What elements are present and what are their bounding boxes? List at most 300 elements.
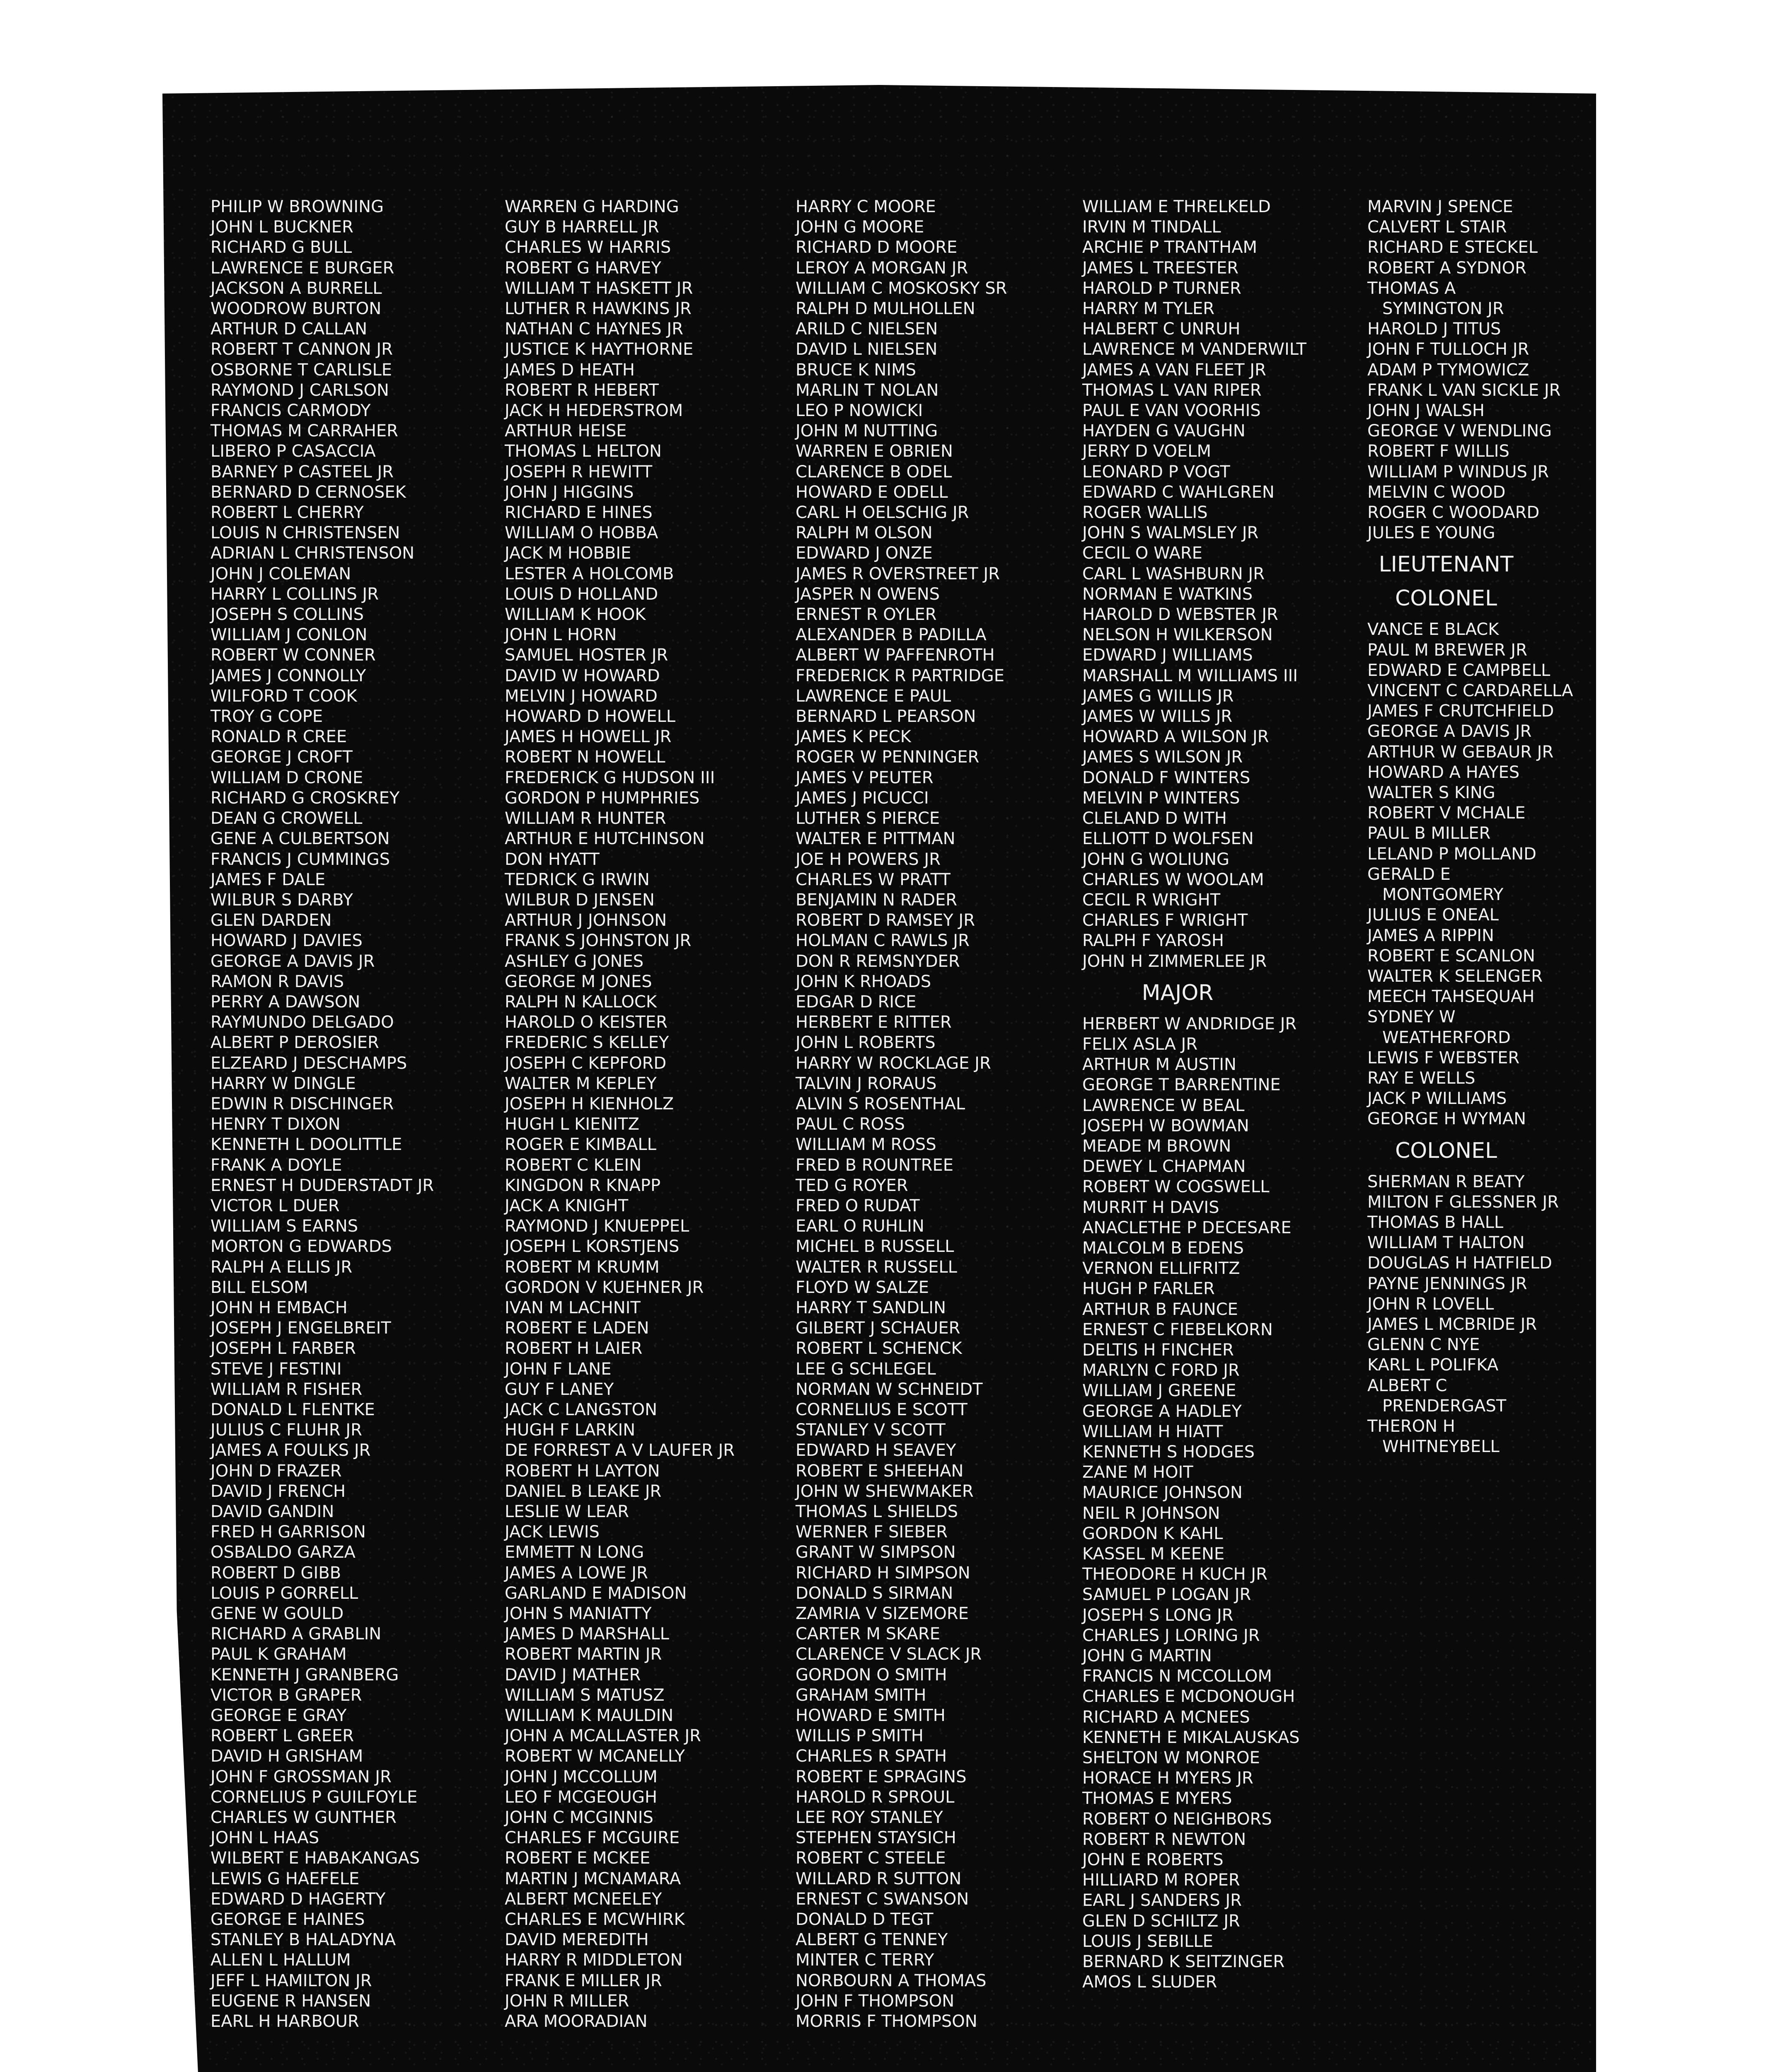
name-entry: ROBERT C KLEIN [505, 1155, 642, 1175]
name-entry: GEORGE E GRAY [210, 1706, 347, 1726]
name-entry: PAUL E VAN VOORHIS [1082, 401, 1261, 421]
name-entry: GEORGE H WYMAN [1367, 1109, 1526, 1129]
name-entry: CARL H OELSCHIG JR [796, 503, 969, 523]
name-entry: ROBERT L CHERRY [210, 503, 364, 523]
name-entry: LIBERO P CASACCIA [210, 442, 376, 461]
name-entry: WILLIAM C MOSKOSKY SR [796, 278, 1007, 298]
name-entry: TED G ROYER [796, 1176, 908, 1195]
name-entry: EDWARD D HAGERTY [210, 1889, 386, 1909]
name-entry: MURRIT H DAVIS [1082, 1198, 1219, 1217]
name-entry: GEORGE A DAVIS JR [210, 951, 375, 971]
name-entry: WALTER S KING [1367, 783, 1495, 803]
name-entry: LOUIS P GORRELL [210, 1583, 358, 1603]
name-entry: FRANCIS J CUMMINGS [210, 850, 390, 869]
rank-heading: LIEUTENANT [1379, 552, 1514, 577]
name-entry: WILLIAM R HUNTER [505, 809, 666, 828]
name-entry: PERRY A DAWSON [210, 992, 360, 1012]
name-entry: GORDON O SMITH [796, 1665, 947, 1685]
name-entry: STEPHEN STAYSICH [796, 1828, 956, 1848]
name-entry: WERNER F SIEBER [796, 1523, 948, 1542]
name-entry: JAMES J CONNOLLY [210, 666, 366, 685]
name-entry: BARNEY P CASTEEL JR [210, 462, 394, 482]
name-entry: ALBERT G TENNEY [796, 1930, 948, 1950]
name-entry: ELLIOTT D WOLFSEN [1082, 829, 1254, 849]
name-entry: THOMAS E MYERS [1082, 1789, 1232, 1808]
name-entry: MELVIN P WINTERS [1082, 788, 1240, 808]
name-entry: ROBERT W MCANELLY [505, 1747, 685, 1766]
name-entry: GEORGE V WENDLING [1367, 421, 1552, 441]
name-entry: JOHN M NUTTING [796, 421, 938, 441]
name-entry: PAUL M BREWER JR [1367, 640, 1527, 660]
names-column-5 [1367, 197, 1666, 1457]
name-entry: OSBORNE T CARLISLE [210, 360, 392, 380]
name-entry: CHARLES R SPATH [796, 1747, 947, 1766]
name-entry: CHARLES F WRIGHT [1082, 911, 1248, 930]
name-entry: LAWRENCE W BEAL [1082, 1096, 1245, 1115]
name-entry: HARRY R MIDDLETON [505, 1951, 683, 1970]
name-entry: DONALD D TEGT [796, 1910, 934, 1929]
name-entry: HAROLD D WEBSTER JR [1082, 605, 1278, 625]
name-entry: ROBERT E SHEEHAN [796, 1461, 964, 1481]
name-entry: JOHN J WALSH [1367, 401, 1485, 421]
name-entry: BRUCE K NIMS [796, 360, 916, 380]
name-entry: ARTHUR W GEBAUR JR [1367, 742, 1554, 762]
name-entry: CECIL O WARE [1082, 544, 1202, 563]
name-entry: CORNELIUS P GUILFOYLE [210, 1787, 418, 1807]
name-entry: JOHN H ZIMMERLEE JR [1082, 951, 1267, 971]
name-entry: GRANT W SIMPSON [796, 1543, 956, 1562]
name-entry: TROY G COPE [210, 707, 323, 726]
name-entry: MARTIN J MCNAMARA [505, 1869, 681, 1888]
name-entry: JAMES W WILLS JR [1082, 707, 1233, 726]
names-column-2 [505, 197, 803, 2032]
name-entry: THOMAS A [1367, 278, 1456, 298]
name-entry: STANLEY V SCOTT [796, 1421, 946, 1440]
name-entry: JOHN L ROBERTS [796, 1033, 936, 1053]
name-entry: ROBERT MARTIN JR [505, 1645, 662, 1664]
name-entry: LAWRENCE E PAUL [796, 686, 951, 706]
name-entry: PAUL K GRAHAM [210, 1645, 347, 1664]
name-entry: DAVID MEREDITH [505, 1930, 649, 1950]
name-entry: JOHN H EMBACH [210, 1298, 348, 1317]
name-entry: RALPH F YAROSH [1082, 931, 1224, 951]
name-entry: LEE G SCHLEGEL [796, 1359, 936, 1379]
name-entry: LOUIS D HOLLAND [505, 584, 658, 604]
name-entry: FRANK L VAN SICKLE JR [1367, 380, 1561, 400]
name-entry: WILLIAM K HOOK [505, 605, 646, 625]
name-entry: LESLIE W LEAR [505, 1502, 629, 1521]
name-entry: JOSEPH S COLLINS [210, 605, 364, 625]
name-entry: JOHN J MCCOLLUM [505, 1767, 658, 1786]
name-entry: PAUL B MILLER [1367, 824, 1491, 843]
name-entry: JOHN J HIGGINS [505, 482, 634, 502]
name-entry: JOHN F TULLOCH JR [1367, 340, 1529, 359]
name-entry: KASSEL M KEENE [1082, 1544, 1225, 1564]
name-entry: CHARLES E MCDONOUGH [1082, 1687, 1295, 1706]
name-entry: FRANK S JOHNSTON JR [505, 931, 692, 951]
name-entry: HARRY L COLLINS JR [210, 584, 379, 604]
name-entry: GORDON V KUEHNER JR [505, 1278, 704, 1297]
name-entry: HUGH P FARLER [1082, 1279, 1215, 1299]
name-entry: NELSON H WILKERSON [1082, 625, 1273, 645]
name-entry: ERNEST C SWANSON [796, 1889, 969, 1909]
name-entry: JACK P WILLIAMS [1367, 1089, 1507, 1109]
name-entry: ROBERT W CONNER [210, 646, 376, 665]
name-entry: HARRY W ROCKLAGE JR [796, 1053, 991, 1073]
name-entry: CHARLES E MCWHIRK [505, 1910, 685, 1929]
name-entry-continuation: MONTGOMERY [1382, 885, 1504, 905]
name-entry: WILBUR S DARBY [210, 890, 353, 910]
name-entry: MARVIN J SPENCE [1367, 197, 1513, 216]
name-entry: HALBERT C UNRUH [1082, 320, 1241, 339]
name-entry: ARTHUR B FAUNCE [1082, 1300, 1238, 1319]
name-entry: RALPH N KALLOCK [505, 992, 657, 1012]
name-entry: WILLIAM M ROSS [796, 1135, 936, 1155]
name-entry: JACK LEWIS [505, 1523, 600, 1542]
name-entry: ARCHIE P TRANTHAM [1082, 238, 1258, 257]
name-entry: WOODROW BURTON [210, 299, 382, 319]
name-entry: JASPER N OWENS [796, 584, 940, 604]
name-entry: JACKSON A BURRELL [210, 278, 382, 298]
name-entry: HAROLD P TURNER [1082, 278, 1241, 298]
rank-heading: MAJOR [1142, 980, 1214, 1005]
name-entry: ROGER C WOODARD [1367, 503, 1540, 523]
name-entry: ROBERT T CANNON JR [210, 340, 393, 359]
name-entry: HARRY W DINGLE [210, 1074, 356, 1093]
name-entry: GLEN D SCHILTZ JR [1082, 1911, 1240, 1931]
name-entry: JAMES J PICUCCI [796, 788, 929, 808]
name-entry: NORMAN W SCHNEIDT [796, 1380, 983, 1399]
name-entry: KENNETH J GRANBERG [210, 1665, 399, 1685]
name-entry: DAVID J MATHER [505, 1665, 641, 1685]
name-entry: DONALD F WINTERS [1082, 768, 1251, 787]
name-entry: ALBERT P DEROSIER [210, 1033, 379, 1053]
name-entry: HOWARD A HAYES [1367, 762, 1520, 782]
name-entry: JOHN C MCGINNIS [505, 1808, 653, 1828]
name-entry: LAWRENCE M VANDERWILT [1082, 340, 1306, 359]
name-entry: WILBUR D JENSEN [505, 890, 655, 910]
name-entry: LOUIS N CHRISTENSEN [210, 523, 400, 543]
name-entry: RICHARD A GRABLIN [210, 1624, 382, 1644]
name-entry: KENNETH S HODGES [1082, 1442, 1255, 1462]
name-entry: LEO P NOWICKI [796, 401, 923, 421]
name-entry: JOHN L HORN [505, 625, 617, 645]
name-entry: FELIX ASLA JR [1082, 1034, 1198, 1054]
name-entry: ROGER W PENNINGER [796, 748, 980, 767]
name-entry: JAMES V PEUTER [796, 768, 934, 787]
name-entry: WILBERT E HABAKANGAS [210, 1849, 420, 1868]
name-entry: FRANK A DOYLE [210, 1155, 342, 1175]
name-entry: EUGENE R HANSEN [210, 1991, 371, 2011]
name-entry: JOHN G MOORE [796, 218, 924, 237]
name-entry: FLOYD W SALZE [796, 1278, 929, 1297]
name-entry: JOE H POWERS JR [796, 850, 941, 869]
name-entry: WILLIAM J GREENE [1082, 1381, 1236, 1401]
name-entry: WILLIAM P WINDUS JR [1367, 462, 1549, 482]
name-entry: JOHN F GROSSMAN JR [210, 1767, 392, 1786]
name-entry: EDWARD H SEAVEY [796, 1441, 956, 1460]
rank-heading: COLONEL [1395, 1138, 1497, 1163]
name-entry: JOHN G WOLIUNG [1082, 850, 1230, 869]
name-entry: ERNEST C FIEBELKORN [1082, 1320, 1273, 1339]
name-entry: EDWARD C WAHLGREN [1082, 482, 1275, 502]
name-entry: ALBERT W PAFFENROTH [796, 646, 995, 665]
name-entry: ROBERT D GIBB [210, 1563, 341, 1583]
name-entry: WILLIAM T HASKETT JR [505, 278, 693, 298]
name-entry: THOMAS L SHIELDS [796, 1502, 958, 1521]
name-entry: HORACE H MYERS JR [1082, 1769, 1253, 1788]
name-entry: EDWARD J ONZE [796, 544, 933, 563]
name-entry: JACK M HOBBIE [505, 544, 631, 563]
name-entry: HERBERT W ANDRIDGE JR [1082, 1014, 1297, 1034]
name-entry: JACK A KNIGHT [505, 1196, 629, 1215]
name-entry: JAMES F DALE [210, 870, 326, 889]
name-entry: THOMAS L VAN RIPER [1082, 380, 1262, 400]
name-entry: GEORGE J CROFT [210, 748, 353, 767]
name-entry: CLELAND D WITH [1082, 809, 1227, 828]
name-entry: LEE ROY STANLEY [796, 1808, 943, 1828]
name-entry: CARTER M SKARE [796, 1624, 940, 1644]
name-entry: GUY F LANEY [505, 1380, 614, 1399]
name-entry: MICHEL B RUSSELL [796, 1237, 954, 1256]
name-entry: LEONARD P VOGT [1082, 462, 1230, 482]
name-entry: HOWARD A WILSON JR [1082, 727, 1269, 747]
names-column-1 [210, 197, 509, 2032]
name-entry: ALLEN L HALLUM [210, 1951, 351, 1970]
name-entry: LEO F MCGEOUGH [505, 1787, 658, 1807]
name-entry: HENRY T DIXON [210, 1115, 341, 1134]
name-entry: CHARLES F MCGUIRE [505, 1828, 680, 1848]
name-entry: JACK H HEDERSTROM [505, 401, 683, 421]
name-entry: JOHN E ROBERTS [1082, 1850, 1224, 1870]
name-entry: RICHARD A MCNEES [1082, 1707, 1250, 1727]
name-entry: AMOS L SLUDER [1082, 1973, 1217, 1992]
name-entry: CHARLES W HARRIS [505, 238, 671, 257]
name-entry: RONALD R CREE [210, 727, 347, 747]
name-entry: BERNARD D CERNOSEK [210, 482, 406, 502]
name-entry: FRANCIS CARMODY [210, 401, 371, 421]
name-entry: MALCOLM B EDENS [1082, 1238, 1244, 1258]
name-entry: IVAN M LACHNIT [505, 1298, 641, 1317]
name-entry: VANCE E BLACK [1367, 620, 1499, 639]
name-entry: JAMES K PECK [796, 727, 911, 747]
name-entry: WILLIAM D CRONE [210, 768, 363, 787]
name-entry: ROBERT E SCANLON [1367, 946, 1535, 966]
name-entry: HILLIARD M ROPER [1082, 1871, 1240, 1890]
name-entry: JACK C LANGSTON [505, 1400, 657, 1419]
name-entry: GLENN C NYE [1367, 1335, 1480, 1355]
name-entry: ERNEST H DUDERSTADT JR [210, 1176, 434, 1195]
name-entry: ARTHUR J JOHNSON [505, 911, 667, 930]
name-entry: ROGER WALLIS [1082, 503, 1208, 523]
name-entry: JUSTICE K HAYTHORNE [505, 340, 694, 359]
name-entry: JAMES L MCBRIDE JR [1367, 1314, 1537, 1334]
name-entry: ROBERT H LAIER [505, 1339, 643, 1358]
name-entry: HOWARD E ODELL [796, 482, 948, 502]
name-entry: SYDNEY W [1367, 1007, 1456, 1027]
name-entry: WALTER M KEPLEY [505, 1074, 657, 1093]
name-entry: ROBERT F WILLIS [1367, 442, 1509, 461]
name-entry: GENE A CULBERTSON [210, 829, 390, 849]
name-entry: OSBALDO GARZA [210, 1543, 356, 1562]
name-entry: STANLEY B HALADYNA [210, 1930, 396, 1950]
name-entry: ERNEST R OYLER [796, 605, 937, 625]
name-entry: KINGDON R KNAPP [505, 1176, 661, 1195]
name-entry: BERNARD K SEITZINGER [1082, 1952, 1285, 1972]
name-entry: MILTON F GLESSNER JR [1367, 1192, 1559, 1212]
name-entry: MELVIN J HOWARD [505, 686, 658, 706]
name-entry: CARL L WASHBURN JR [1082, 564, 1265, 583]
name-entry: RAYMOND J KNUEPPEL [505, 1217, 689, 1236]
name-entry: MEADE M BROWN [1082, 1136, 1231, 1156]
name-entry: JOHN S MANIATTY [505, 1604, 652, 1624]
name-entry: LEROY A MORGAN JR [796, 258, 968, 278]
name-entry: WALTER E PITTMAN [796, 829, 955, 849]
name-entry: FRANCIS N MCCOLLOM [1082, 1667, 1272, 1686]
name-entry: BENJAMIN N RADER [796, 890, 958, 910]
name-entry: HUGH L KIENITZ [505, 1115, 639, 1134]
name-entry: LEWIS F WEBSTER [1367, 1048, 1520, 1067]
name-entry: GERALD E [1367, 864, 1451, 884]
name-entry: JOHN F LANE [505, 1359, 612, 1379]
name-entry: CLARENCE B ODEL [796, 462, 952, 482]
name-entry: RICHARD E HINES [505, 503, 653, 523]
name-entry: HARRY T SANDLIN [796, 1298, 946, 1317]
name-entry: EDGAR D RICE [796, 992, 917, 1012]
name-entry: CHARLES W GUNTHER [210, 1808, 397, 1828]
name-entry: DAVID J FRENCH [210, 1481, 346, 1501]
name-entry: ANACLETHE P DECESARE [1082, 1218, 1292, 1237]
name-entry: LUTHER S PIERCE [796, 809, 940, 828]
name-entry: THOMAS B HALL [1367, 1213, 1504, 1232]
name-entry: WARREN E OBRIEN [796, 442, 953, 461]
name-entry: JAMES A RIPPIN [1367, 926, 1494, 945]
name-entry: JOSEPH C KEPFORD [505, 1053, 667, 1073]
name-entry: TEDRICK G IRWIN [505, 870, 650, 889]
name-entry: JOHN D FRAZER [210, 1461, 342, 1481]
name-entry: ROBERT E LADEN [505, 1319, 649, 1338]
name-entry: RAY E WELLS [1367, 1068, 1476, 1088]
name-entry: JOHN R MILLER [505, 1991, 629, 2011]
name-entry: CALVERT L STAIR [1367, 218, 1507, 237]
name-entry: GEORGE A DAVIS JR [1367, 722, 1532, 741]
name-entry: MARLYN C FORD JR [1082, 1361, 1240, 1380]
name-entry: WILLIAM E THRELKELD [1082, 197, 1271, 216]
name-entry: THOMAS M CARRAHER [210, 421, 398, 441]
name-entry: ROBERT E MCKEE [505, 1849, 651, 1868]
name-entry: ARTHUR M AUSTIN [1082, 1055, 1236, 1075]
name-entry: ALBERT C [1367, 1376, 1447, 1395]
name-entry: DONALD L FLENTKE [210, 1400, 375, 1419]
name-entry: ASHLEY G JONES [505, 951, 644, 971]
name-entry: WALTER R RUSSELL [796, 1257, 957, 1277]
name-entry: CLARENCE V SLACK JR [796, 1645, 982, 1664]
name-entry: DOUGLAS H HATFIELD [1367, 1254, 1552, 1273]
name-entry: RAYMUNDO DELGADO [210, 1013, 394, 1032]
name-entry: JAMES D MARSHALL [505, 1624, 669, 1644]
name-entry: RALPH A ELLIS JR [210, 1257, 353, 1277]
name-entry: SAMUEL P LOGAN JR [1082, 1585, 1251, 1605]
name-entry: HARRY C MOORE [796, 197, 936, 216]
name-entry: NEIL R JOHNSON [1082, 1503, 1220, 1523]
name-entry: JEFF L HAMILTON JR [210, 1971, 372, 1990]
name-entry: GEORGE E HAINES [210, 1910, 365, 1929]
name-entry: ADRIAN L CHRISTENSON [210, 544, 415, 563]
name-entry: HAYDEN G VAUGHN [1082, 421, 1246, 441]
name-entry: RALPH D MULHOLLEN [796, 299, 975, 319]
name-entry: HERBERT E RITTER [796, 1013, 952, 1032]
name-entry: JOHN G MARTIN [1082, 1646, 1212, 1666]
name-entry: HOWARD D HOWELL [505, 707, 676, 726]
name-entry: EARL O RUHLIN [796, 1217, 924, 1236]
name-entry: ROBERT A SYDNOR [1367, 258, 1526, 278]
name-entry: ROBERT M KRUMM [505, 1257, 660, 1277]
name-entry: KENNETH L DOOLITTLE [210, 1135, 402, 1155]
name-entry: JOHN F THOMPSON [796, 1991, 955, 2011]
name-entry: VINCENT C CARDARELLA [1367, 681, 1573, 701]
name-entry: JAMES H HOWELL JR [505, 727, 672, 747]
name-entry: WILFORD T COOK [210, 686, 357, 706]
name-entry: ROBERT G HARVEY [505, 258, 661, 278]
name-entry: ALBERT MCNEELEY [505, 1889, 662, 1909]
name-entry: JAMES G WILLIS JR [1082, 686, 1234, 706]
name-entry: JULIUS E ONEAL [1367, 905, 1499, 925]
name-entry: JAMES A VAN FLEET JR [1082, 360, 1266, 380]
name-entry: WILLIAM R FISHER [210, 1380, 363, 1399]
name-entry: MARLIN T NOLAN [796, 380, 939, 400]
name-entry: EDWIN R DISCHINGER [210, 1094, 394, 1113]
name-entry: FRED H GARRISON [210, 1523, 366, 1542]
name-entry: DAVID L NIELSEN [796, 340, 938, 359]
name-entry: CHARLES J LORING JR [1082, 1626, 1260, 1645]
name-entry: WALTER K SELENGER [1367, 966, 1543, 986]
name-entry: JOSEPH W BOWMAN [1082, 1116, 1249, 1135]
name-entry: THEODORE H KUCH JR [1082, 1565, 1268, 1584]
name-entry: ROBERT V MCHALE [1367, 804, 1526, 823]
name-entry: JOHN L BUCKNER [210, 218, 353, 237]
name-entry: CHARLES W WOOLAM [1082, 870, 1264, 889]
name-entry: ELZEARD J DESCHAMPS [210, 1053, 407, 1073]
name-entry: JOHN W SHEWMAKER [796, 1481, 974, 1501]
name-entry: JULIUS C FLUHR JR [210, 1421, 362, 1440]
name-entry: STEVE J FESTINI [210, 1359, 342, 1379]
name-entry: JAMES F CRUTCHFIELD [1367, 702, 1554, 721]
name-entry: ROBERT R NEWTON [1082, 1830, 1246, 1849]
name-entry: WILLIAM S EARNS [210, 1217, 358, 1236]
name-entry: THERON H [1367, 1416, 1455, 1436]
name-entry: WILLIAM J CONLON [210, 625, 368, 645]
name-entry: ARTHUR HEISE [505, 421, 627, 441]
name-entry: GILBERT J SCHAUER [796, 1319, 960, 1338]
name-entry: DEWEY L CHAPMAN [1082, 1157, 1246, 1176]
name-entry: PHILIP W BROWNING [210, 197, 384, 216]
name-entry: HOWARD J DAVIES [210, 931, 363, 951]
name-entry: WILLIAM H HIATT [1082, 1422, 1223, 1441]
name-entry: GRAHAM SMITH [796, 1685, 926, 1705]
name-entry: IRVIN M TINDALL [1082, 218, 1221, 237]
name-entry: JAMES S WILSON JR [1082, 748, 1243, 767]
name-entry: ROBERT O NEIGHBORS [1082, 1809, 1272, 1829]
name-entry: MELVIN C WOOD [1367, 482, 1506, 502]
name-entry: DELTIS H FINCHER [1082, 1340, 1234, 1360]
name-entry: GLEN DARDEN [210, 911, 332, 930]
name-entry: JOHN J COLEMAN [210, 564, 351, 583]
name-entry: GEORGE T BARRENTINE [1082, 1075, 1281, 1095]
name-entry: JOSEPH L KORSTJENS [505, 1237, 680, 1256]
name-entry: ROBERT H LAYTON [505, 1461, 660, 1481]
name-entry: EDWARD E CAMPBELL [1367, 661, 1551, 680]
name-entry: JAMES L TREESTER [1082, 258, 1239, 278]
